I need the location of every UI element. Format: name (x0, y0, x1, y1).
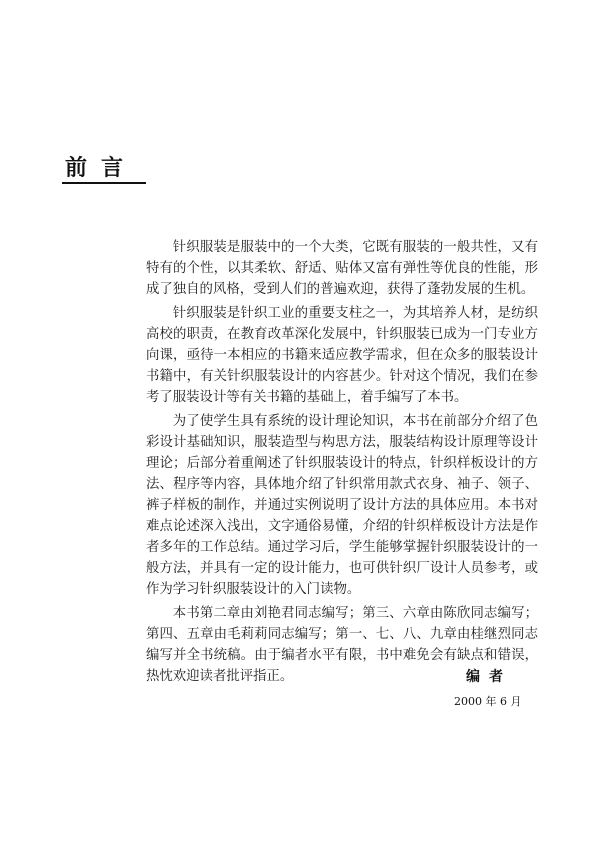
author-signature: 编者 (466, 669, 512, 685)
paragraph-4: 本书第二章由刘艳君同志编写；第三、六章由陈欣同志编写；第四、五章由毛莉莉同志编写；第一、七、八、九章由桂继烈同志编写并全书统稿。由于编者水平有限，书中难免会有缺点和错误，热忱欢迎读者批评指正。 (146, 606, 538, 684)
paragraph-1: 针织服装是服装中的一个大类，它既有服装的一般共性，又有特有的个性，以其柔软、舒适、贴体又富有弹性等优良的性能，形成了独自的风格，受到人们的普遍欢迎，获得了蓬勃发展的生机。 (146, 240, 538, 297)
preface-body (146, 237, 538, 690)
paragraph-3: 为了使学生具有系统的设计理论知识，本书在前部分介绍了色彩设计基础知识，服装造型与构思方法，服装结构设计原理等设计理论；后部分着重阐述了针织服装设计的特点，针织样板设计的方法、程序等内容，具体地介绍了针织常用款式衣身、袖子、领子、裤子样板的制作，并通过实例说明了设计方法的具体应用。本书对难点论述深入浅出，文字通俗易懂，介绍的针织样板设计方法是作者多年的工作总结。通过学习后，学生能够掌握针织服装设计的一般方法，并具有一定的设计能力，也可供针织厂设计人员参考，或作为学习针织服装设计的入门读物。 (146, 414, 538, 597)
paragraph-2: 针织服装是针织工业的重要支柱之一，为其培养人材，是纺织高校的职责，在教育改革深化发展中，针织服装已成为一门专业方向课，亟待一本相应的书籍来适应教学需求，但在众多的服装设计书籍中，有关针织服装设计的内容甚少。针对这个情况，我们在参考了服装设计等有关书籍的基础上，着手编写了本书。 (146, 306, 538, 405)
date-line: 2000 年 6 月 (454, 695, 522, 708)
page-title: 前言 (65, 155, 138, 181)
title-underline (62, 182, 146, 184)
